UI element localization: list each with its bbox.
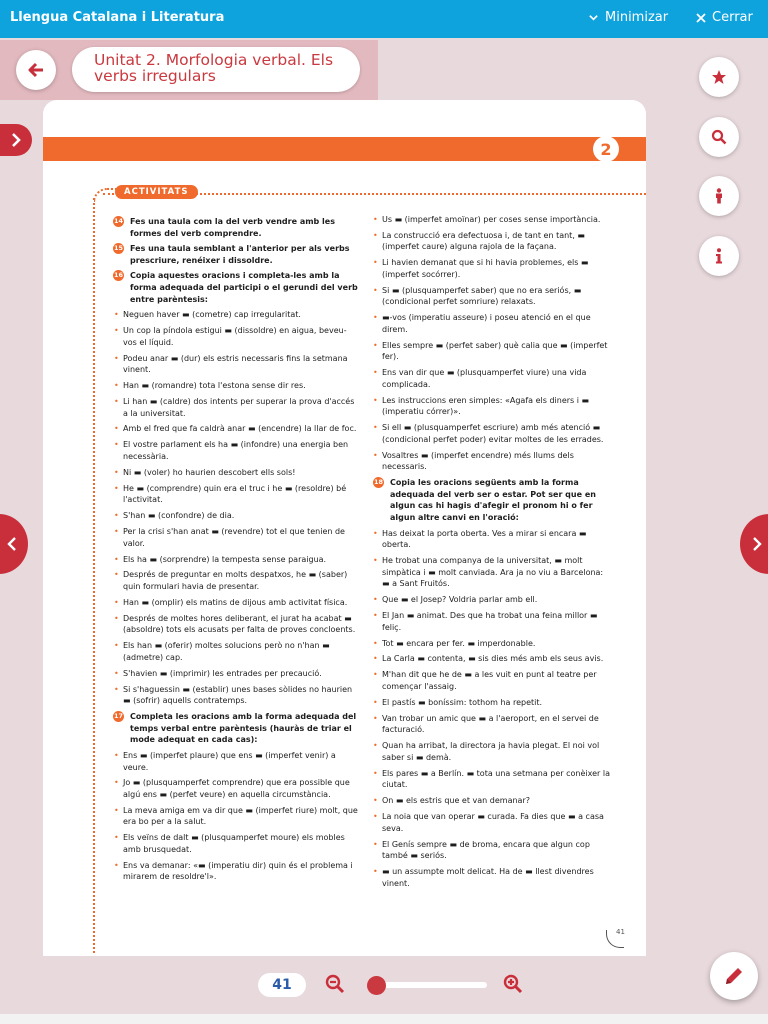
- exercise-item-text: Li han ▬ (caldre) dos intents per superar la prova d'accés a la universitat.: [123, 396, 355, 418]
- zoom-in-icon: [503, 974, 523, 994]
- right-column: [373, 214, 613, 894]
- page-number[interactable]: 41: [258, 973, 306, 997]
- exercise-statement: Fes una taula semblant a l'anterior per als verbs prescriure, renéixer i dissoldre.: [130, 244, 350, 265]
- exercise-item-text: La construcció era defectuosa i, de tant en tant, ▬ (imperfet caure) alguna rajola de la façana.: [382, 230, 585, 252]
- favorite-button[interactable]: [699, 57, 739, 97]
- exercise-item: [113, 353, 358, 376]
- exercise-15: [113, 243, 358, 266]
- chevron-down-icon: [588, 12, 599, 23]
- next-page-button[interactable]: [740, 514, 768, 574]
- exercise-item: [373, 697, 613, 709]
- exercise-item: [373, 610, 613, 633]
- minimize-button[interactable]: [588, 10, 668, 25]
- exercise-item-text: La noia que van operar ▬ curada. Fa dies que ▬ a casa seva.: [382, 812, 604, 833]
- chevron-right-icon: [10, 133, 22, 147]
- close-label: Cerrar: [712, 10, 753, 25]
- exercise-item-text: Han ▬ (omplir) els matins de dijous amb activitat física.: [123, 597, 348, 607]
- exercise-item-text: Si s'haguessin ▬ (establir) unes bases sòlides no haurien ▬ (sofrir) aquells contratemps.: [123, 684, 353, 706]
- exercise-item: [113, 832, 358, 855]
- unit-band: [43, 137, 646, 161]
- book-page[interactable]: [43, 100, 646, 956]
- exercise-14: [113, 216, 358, 239]
- exercise-item-text: Amb el fred que fa caldrà anar ▬ (encendre) la llar de foc.: [123, 424, 357, 434]
- chevron-left-icon: [7, 537, 17, 551]
- exercise-item: [373, 713, 613, 736]
- exercise-number: 14: [113, 216, 124, 227]
- exercise-item-text: Has deixat la porta oberta. Ves a mirar si encara ▬ oberta.: [382, 528, 587, 550]
- open-index-tab[interactable]: [0, 124, 32, 156]
- left-column: [113, 216, 358, 887]
- info-button[interactable]: [699, 236, 739, 276]
- exercise-item: [373, 450, 613, 473]
- exercise-item-text: Vosaltres ▬ (imperfet encendre) més llums dels necessaris.: [382, 450, 574, 472]
- exercise-item-text: Els veïns de dalt ▬ (plusquamperfet moure) els mobles amb brusquedat.: [123, 833, 345, 854]
- exercise-item-text: S'havien ▬ (imprimir) les entrades per precaució.: [123, 668, 322, 678]
- exercise-item: [113, 613, 358, 636]
- exercise-item-text: Us ▬ (imperfet amoïnar) per coses sense importància.: [382, 215, 601, 224]
- exercise-item: [113, 325, 358, 348]
- exercise-item: [373, 257, 613, 280]
- unit-title: Unitat 2. Morfologia verbal. Els verbs irregulars: [72, 47, 360, 92]
- exercise-item-text: Tot ▬ encara per fer. ▬ imperdonable.: [382, 638, 536, 648]
- exercise-item: [113, 380, 358, 392]
- exercise-item-text: Neguen haver ▬ (cometre) cap irregularitat.: [123, 310, 301, 320]
- back-button[interactable]: [16, 50, 56, 90]
- exercise-number: 17: [113, 711, 124, 722]
- exercise-statement: Copia les oracions següents amb la forma adequada del verb ser o estar. Pot ser que en algun cas hi hagis d'afegir el pronom hi o fer algun altre canvi en l'oració:: [390, 478, 596, 523]
- folio-number: 41: [616, 928, 625, 936]
- exercise-item-text: On ▬ els estris que et van demanar?: [382, 796, 530, 806]
- zoom-out-button[interactable]: [325, 974, 345, 998]
- exercise-item-text: M'han dit que he de ▬ a les vuit en punt al teatre per començar l'assaig.: [382, 670, 597, 691]
- zoom-slider-track[interactable]: [369, 982, 487, 988]
- exercise-item: [373, 740, 613, 763]
- minimize-label: Minimizar: [605, 10, 669, 25]
- exercise-item: [373, 811, 613, 834]
- zoom-slider-thumb[interactable]: [367, 976, 386, 995]
- exercise-item-text: Jo ▬ (plusquamperfet comprendre) que era possible que algú ens ▬ (perfet veure) en aquella circumstància.: [123, 778, 350, 799]
- exercise-statement: Copia aquestes oracions i completa-les amb la forma adequada del participi o el gerundi del verb entre parèntesis:: [130, 271, 358, 304]
- exercise-item: [113, 423, 358, 435]
- exercise-item: [373, 285, 613, 308]
- exercise-item-text: Han ▬ (romandre) tota l'estona sense dir res.: [123, 381, 306, 391]
- person-icon: [712, 188, 726, 204]
- pencil-icon: [722, 964, 746, 988]
- exercise-item: [373, 312, 613, 335]
- exercise-item: [113, 439, 358, 462]
- search-button[interactable]: [699, 117, 739, 157]
- exercise-item-text: Li havien demanat que si hi havia problemes, els ▬ (imperfet socórrer).: [382, 258, 589, 279]
- exercise-item: [113, 750, 358, 773]
- exercise-item: [373, 555, 613, 590]
- exercise-number: 18: [373, 477, 384, 488]
- exercise-item: [373, 230, 613, 253]
- exercise-item-text: S'han ▬ (confondre) de dia.: [123, 511, 235, 521]
- exercise-item: [113, 309, 358, 321]
- activities-label: ACTIVITATS: [115, 185, 198, 199]
- exercise-item: [113, 510, 358, 522]
- unit-number: 2: [593, 136, 619, 162]
- zoom-out-icon: [325, 974, 345, 994]
- exercise-item-text: Elles sempre ▬ (perfet saber) què calia que ▬ (imperfet fer).: [382, 340, 608, 362]
- exercise-item: [113, 597, 358, 609]
- exercise-item: [113, 483, 358, 506]
- exercise-item: [373, 594, 613, 606]
- exercise-item: [373, 669, 613, 692]
- exercise-item-text: Que ▬ el Josep? Voldria parlar amb ell.: [382, 595, 538, 605]
- exercise-item: [113, 396, 358, 419]
- exercise-item: [373, 638, 613, 650]
- exercise-item: [373, 340, 613, 363]
- top-bar: [0, 0, 768, 38]
- exercise-item-text: He ▬ (comprendre) quin era el truc i he ▬ (resoldre) bé l'activitat.: [123, 483, 347, 505]
- exercise-item: [113, 777, 358, 800]
- exercise-18: [373, 477, 613, 523]
- exercise-item-text: Després de moltes hores deliberant, el jurat ha acabat ▬ (absoldre) tots els acusats per falta de proves concloents.: [123, 613, 356, 635]
- exercise-item: [373, 653, 613, 665]
- exercise-item: [113, 668, 358, 680]
- exercise-item: [113, 554, 358, 566]
- exercise-item-text: La meva amiga em va dir que ▬ (imperfet riure) molt, que era bo per a la salut.: [123, 805, 358, 827]
- exercise-item-text: Podeu anar ▬ (dur) els estris necessaris fins la setmana vinent.: [123, 353, 348, 375]
- activities-frame-left: [93, 198, 95, 953]
- star-icon: [711, 69, 727, 85]
- exercise-item-text: Les instruccions eren simples: «Agafa els diners i ▬ (imperatiu córrer)».: [382, 395, 590, 417]
- exercise-17: [113, 711, 358, 746]
- previous-page-button[interactable]: [0, 514, 28, 574]
- exercise-16: [113, 270, 358, 305]
- exercise-item-text: Si ell ▬ (plusquamperfet escriure) amb més atenció ▬ (condicional perfet poder) evitar moltes de les errades.: [382, 423, 604, 444]
- exercise-item: [113, 684, 358, 707]
- zoom-in-button[interactable]: [503, 974, 523, 998]
- exercise-item-text: Els ha ▬ (sorprendre) la tempesta sense paraigua.: [123, 554, 327, 564]
- exercise-item-text: Ens ▬ (imperfet plaure) que ens ▬ (imperfet venir) a veure.: [123, 750, 336, 772]
- exercise-item: [113, 860, 358, 883]
- exercise-item-text: Ens va demanar: «▬ (imperatiu dir) quin és el problema i mirarem de resoldre'l».: [123, 860, 353, 882]
- exercise-item: [113, 569, 358, 592]
- exercise-item-text: ▬ un assumpte molt delicat. Ha de ▬ llest divendres vinent.: [382, 867, 594, 888]
- exercise-item: [113, 467, 358, 479]
- exercise-item-text: ▬-vos (imperatiu asseure) i poseu atenció en el que direm.: [382, 313, 591, 334]
- chevron-right-icon: [752, 537, 762, 551]
- exercise-item-text: He trobat una companya de la universitat, ▬ molt simpàtica i ▬ molt canviada. Ara ja no viu a Barcelona: ▬ a Sant Fruitós.: [382, 556, 604, 589]
- accessibility-button[interactable]: [699, 176, 739, 216]
- exercise-number: 15: [113, 243, 124, 254]
- exercise-item-text: Quan ha arribat, la directora ja havia plegat. El noi vol saber si ▬ demà.: [382, 741, 600, 762]
- exercise-item-text: El pastís ▬ boníssim: tothom ha repetit.: [382, 697, 543, 707]
- search-icon: [711, 129, 727, 145]
- exercise-item-text: Un cop la píndola estigui ▬ (dissoldre) en aigua, beveu-vos el líquid.: [123, 326, 347, 347]
- exercise-number: 16: [113, 270, 124, 281]
- exercise-item-text: El Genís sempre ▬ de broma, encara que algun cop també ▬ seriós.: [382, 839, 590, 861]
- exercise-statement: Completa les oracions amb la forma adequada del temps verbal entre parèntesis (hauràs de triar el mode adequat en cada cas):: [130, 712, 357, 745]
- exercise-item: [373, 214, 613, 226]
- exercise-item-text: Els han ▬ (oferir) moltes solucions però no n'han ▬ (admetre) cap.: [123, 641, 330, 662]
- exercise-item-text: Si ▬ (plusquamperfet saber) que no era seriós, ▬ (condicional perfet somriure) relaxats.: [382, 285, 582, 307]
- exercise-item-text: Ni ▬ (voler) ho haurien descobert ells sols!: [123, 467, 296, 477]
- exercise-item: [113, 640, 358, 663]
- app-title: Llengua Catalana i Literatura: [10, 10, 225, 25]
- exercise-item-text: La Carla ▬ contenta, ▬ sis dies més amb els seus avis.: [382, 654, 604, 664]
- exercise-item: [113, 526, 358, 549]
- exercise-item: [373, 528, 613, 551]
- exercise-item-text: Els pares ▬ a Berlín. ▬ tota una setmana per conèixer la ciutat.: [382, 768, 611, 790]
- exercise-item: [373, 367, 613, 390]
- close-button[interactable]: [696, 10, 753, 25]
- exercise-item-text: Per la crisi s'han anat ▬ (revendre) tot el que tenien de valor.: [123, 527, 345, 548]
- exercise-item: [113, 805, 358, 828]
- exercise-item-text: Ens van dir que ▬ (plusquamperfet viure) una vida complicada.: [382, 368, 587, 389]
- activities-frame-corner: [93, 188, 117, 202]
- exercise-item: [373, 395, 613, 418]
- exercise-item: [373, 768, 613, 791]
- exercise-item: [373, 866, 613, 889]
- annotate-button[interactable]: [710, 952, 758, 1000]
- exercise-item-text: El vostre parlament els ha ▬ (infondre) una energia ben necessària.: [123, 440, 349, 461]
- bottom-strip: [0, 1014, 768, 1024]
- close-icon: [696, 13, 706, 23]
- info-icon: [715, 248, 723, 264]
- exercise-item: [373, 795, 613, 807]
- back-arrow-icon: [27, 61, 45, 79]
- exercise-item-text: Després de preguntar en molts despatxos, he ▬ (saber) quin formulari havia de presentar.: [123, 570, 348, 591]
- exercise-statement: Fes una taula com la del verb vendre amb les formes del verb comprendre.: [130, 217, 335, 238]
- exercise-item-text: Van trobar un amic que ▬ a l'aeroport, en el servei de facturació.: [382, 713, 599, 735]
- exercise-item-text: El Jan ▬ animat. Des que ha trobat una feina millor ▬ feliç.: [382, 611, 598, 632]
- exercise-item: [373, 839, 613, 862]
- exercise-item: [373, 422, 613, 445]
